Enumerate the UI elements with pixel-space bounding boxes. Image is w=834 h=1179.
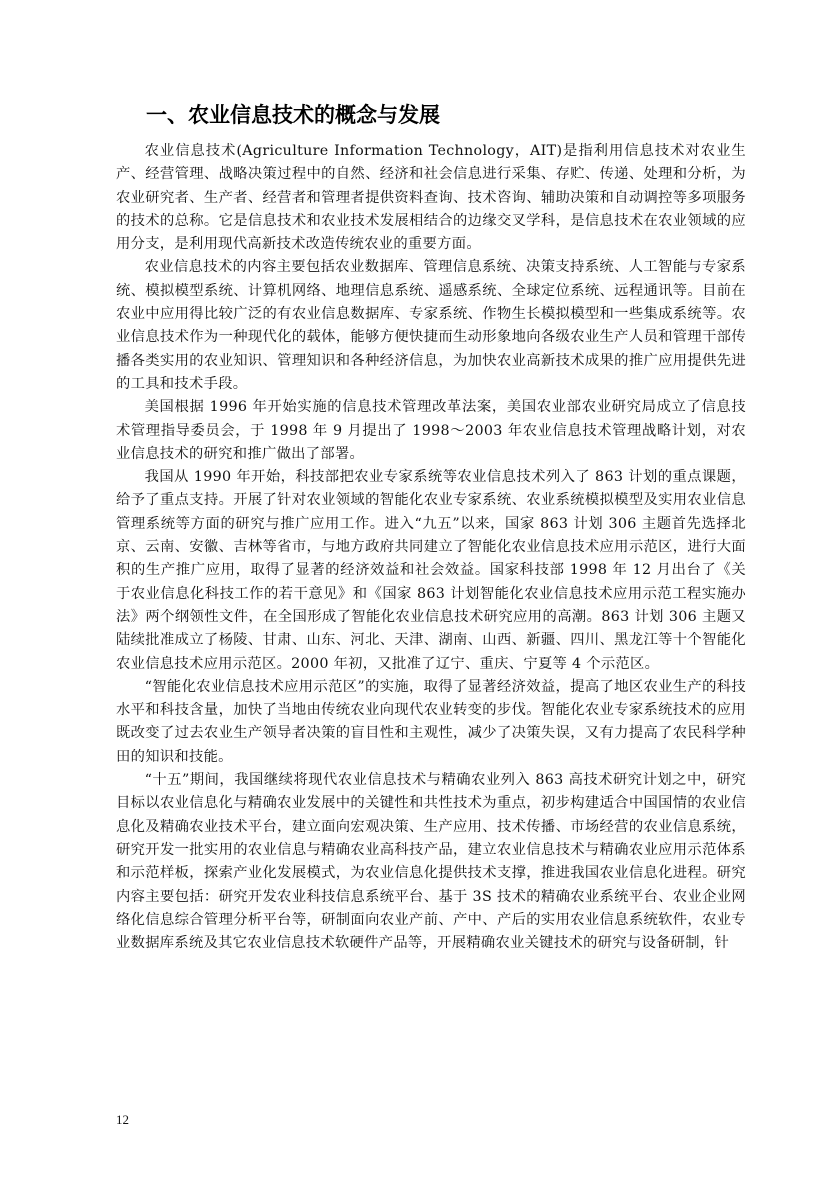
page-number: 12 — [116, 1112, 129, 1127]
paragraph-tenth-five-year: “十五”期间，我国继续将现代农业信息技术与精确农业列入 863 高技术研究计划之中，研究目标以农业信息化与精确农业发展中的关键性和共性技术为重点，初步构建适合中国国情的农业信息化及精确农业技术平台，建立面向宏观决策、生产应用、技术传播、市场经营的农业信息系统，研究开发一批实用的农业信息与精确农业高科技产品，建立农业信息技术与精确农业应用示范体系和示范样板，探索产业化发展模式，为农业信息化提供技术支撑，推进我国农业信息化进程。研究内容主要包括：研究开发农业科技信息系统平台、基于 3S 技术的精确农业系统平台、农业企业网络化信息综合管理分析平台等，研制面向农业产前、产中、产后的实用农业信息系统软件，农业专业数据库系统及其它农业信息技术软硬件产品等，开展精确农业关键技术的研究与设备研制，针 — [116, 772, 746, 952]
section-heading: 一、农业信息技术的概念与发展 — [146, 103, 440, 127]
paragraph-china-863: 我国从 1990 年开始，科技部把农业专家系统等农业信息技术列入了 863 计划的重点课题，给予了重点支持。开展了针对农业领域的智能化农业专家系统、农业系统模拟模型及实用农业信息管理系统等方面的研究与推广应用工作。进入“九五”以来，国家 863 计划 306 主题首先选择北京、云南、安徽、吉林等省市，与地方政府共同建立了智能化农业信息技术应用示范区，进行大面积的生产推广应用，取得了显著的经济效益和社会效益。国家科技部 1998 年 12 月出台了《关于农业信息化科技工作的若干意见》和《国家 863 计划智能化农业信息技术应用示范工程实施办法》两个纲领性文件，在全国形成了智能化农业信息技术研究应用的高潮。863 计划 306 主题又陆续批准成立了杨陵、甘肃、山东、河北、天津、湖南、山西、新疆、四川、黑龙江等十个智能化农业信息技术应用示范区。2000 年初，又批准了辽宁、重庆、宁夏等 4 个示范区。 — [116, 469, 746, 672]
paragraph-usa: 美国根据 1996 年开始实施的信息技术管理改革法案，美国农业部农业研究局成立了信息技术管理指导委员会，于 1998 年 9 月提出了 1998～2003 年农业信息技术管理战略计划，对农业信息技术的研究和推广做出了部署。 — [116, 399, 746, 462]
paragraph-definition: 农业信息技术(Agriculture Information Technology，AIT)是指利用信息技术对农业生产、经营管理、战略决策过程中的自然、经济和社会信息进行采集、存贮、传递、处理和分析，为农业研究者、生产者、经营者和管理者提供资料查询、技术咨询、辅助决策和自动调控等多项服务的技术的总称。它是信息技术和农业技术发展相结合的边缘交叉学科，是信息技术在农业领域的应用分支，是利用现代高新技术改造传统农业的重要方面。 — [116, 143, 746, 253]
paragraph-content-scope: 农业信息技术的内容主要包括农业数据库、管理信息系统、决策支持系统、人工智能与专家系统、模拟模型系统、计算机网络、地理信息系统、遥感系统、全球定位系统、远程通讯等。目前在农业中应用得比较广泛的有农业信息数据库、专家系统、作物生长模拟模型和一些集成系统等。农业信息技术作为一种现代化的载体，能够方便快捷而生动形象地向各级农业生产人员和管理干部传播各类实用的农业知识、管理知识和各种经济信息，为加快农业高新技术成果的推广应用提供先进的工具和技术手段。 — [116, 259, 746, 392]
paragraph-demonstration-zones: “智能化农业信息技术应用示范区”的实施，取得了显著经济效益，提高了地区农业生产的科技水平和科技含量，加快了当地由传统农业向现代农业转变的步伐。智能化农业专家系统技术的应用既改变了过去农业生产领导者决策的盲目性和主观性，减少了决策失误，又有力提高了农民科学种田的知识和技能。 — [116, 678, 746, 765]
body-text — [116, 140, 746, 955]
